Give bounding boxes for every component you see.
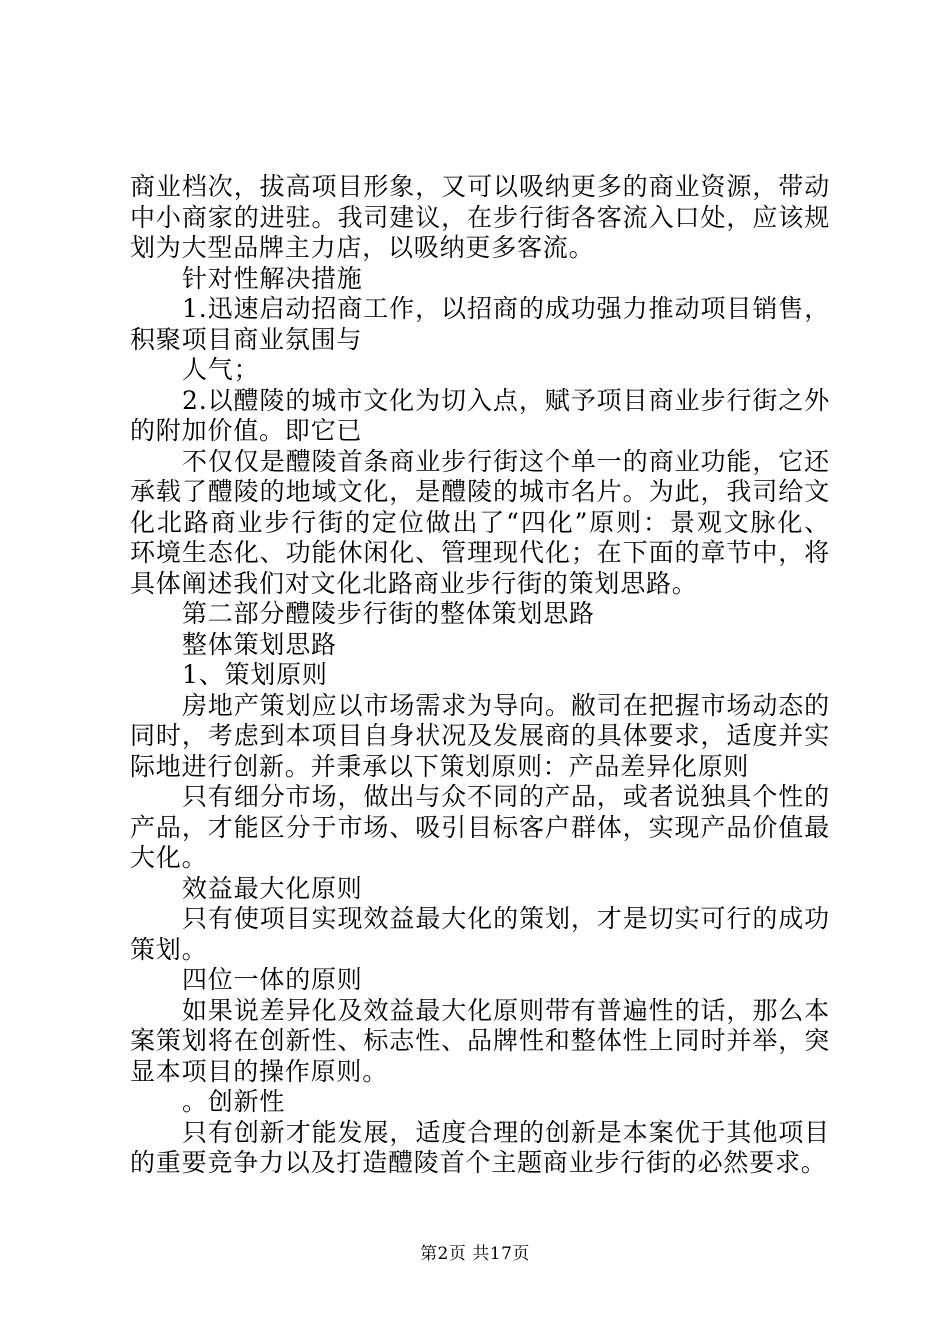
paragraph xyxy=(130,172,830,264)
paragraph xyxy=(130,996,830,1088)
text-line: 同时，考虑到本项目自身状况及发展商的具体要求，适度并实 xyxy=(130,721,830,750)
paragraph xyxy=(130,1118,830,1179)
document-body xyxy=(130,172,830,1179)
text-line: 具体阐述我们对文化北路商业步行街的策划思路。 xyxy=(130,568,698,598)
paragraph xyxy=(130,630,830,661)
text-line: 四位一体的原则 xyxy=(182,965,363,994)
paragraph xyxy=(130,355,830,386)
text-line: 产品，才能区分于市场、吸引目标客户群体，实现产品价值最 xyxy=(130,812,830,842)
paragraph xyxy=(130,904,830,965)
text-line: 积聚项目商业氛围与 xyxy=(130,324,363,354)
text-line: 显本项目的操作原则。 xyxy=(130,1056,389,1086)
paragraph xyxy=(130,1087,830,1118)
text-line: 房地产策划应以市场需求为导向。敝司在把握市场动态的 xyxy=(182,690,830,720)
text-line: 策划。 xyxy=(130,934,208,964)
paragraph xyxy=(130,782,830,874)
text-line: 际地进行创新。并秉承以下策划原则：产品差异化原则 xyxy=(130,751,750,781)
text-line: 针对性解决措施 xyxy=(182,263,363,293)
text-line: 整体策划思路 xyxy=(182,629,337,659)
paragraph xyxy=(130,599,830,630)
text-line: 案策划将在创新性、标志性、品牌性和整体性上同时并举，突 xyxy=(130,1026,830,1055)
text-line: 人气； xyxy=(182,355,260,384)
text-line: 不仅仅是醴陵首条商业步行街这个单一的商业功能，它还 xyxy=(182,446,830,476)
text-line: 如果说差异化及效益最大化原则带有普遍性的话，那么本 xyxy=(182,995,830,1025)
paragraph xyxy=(130,874,830,905)
text-line: 第二部分醴陵步行街的整体策划思路 xyxy=(182,599,595,628)
text-line: 2.以醴陵的城市文化为切入点，赋予项目商业步行街之外 xyxy=(182,385,830,415)
text-line: 环境生态化、功能休闲化、管理现代化；在下面的章节中，将 xyxy=(130,538,830,567)
text-line: 只有使项目实现效益最大化的策划，才是切实可行的成功 xyxy=(182,904,830,933)
text-line: 效益最大化原则 xyxy=(182,873,363,903)
paragraph xyxy=(130,294,830,355)
text-line: 1.迅速启动招商工作，以招商的成功强力推动项目销售， xyxy=(182,294,830,323)
text-line: 大化。 xyxy=(130,843,208,872)
text-line: 承载了醴陵的地域文化，是醴陵的城市名片。为此，我司给文 xyxy=(130,477,830,506)
text-line: 商业档次，拔高项目形象，又可以吸纳更多的商业资源，带动 xyxy=(130,172,830,201)
paragraph xyxy=(130,691,830,783)
paragraph xyxy=(130,660,830,691)
text-line: 划为大型品牌主力店，以吸纳更多客流。 xyxy=(130,233,595,262)
paragraph xyxy=(130,264,830,295)
text-line: 的重要竞争力以及打造醴陵首个主题商业步行街的必然要求。 xyxy=(130,1148,827,1177)
paragraph xyxy=(130,386,830,447)
paragraph xyxy=(130,965,830,996)
text-line: 只有细分市场，做出与众不同的产品，或者说独具个性的 xyxy=(182,782,830,811)
text-line: 。创新性 xyxy=(182,1087,286,1116)
text-line: 化北路商业步行街的定位做出了“四化”原则：景观文脉化、 xyxy=(130,507,830,537)
page-footer: 第2页 共17页 xyxy=(420,1244,530,1264)
paragraph xyxy=(130,447,830,600)
text-line: 的附加价值。即它已 xyxy=(130,416,363,445)
text-line: 中小商家的进驻。我司建议，在步行街各客流入口处，应该规 xyxy=(130,202,830,232)
text-line: 1、策划原则 xyxy=(182,660,328,689)
text-line: 只有创新才能发展，适度合理的创新是本案优于其他项目 xyxy=(182,1117,830,1147)
